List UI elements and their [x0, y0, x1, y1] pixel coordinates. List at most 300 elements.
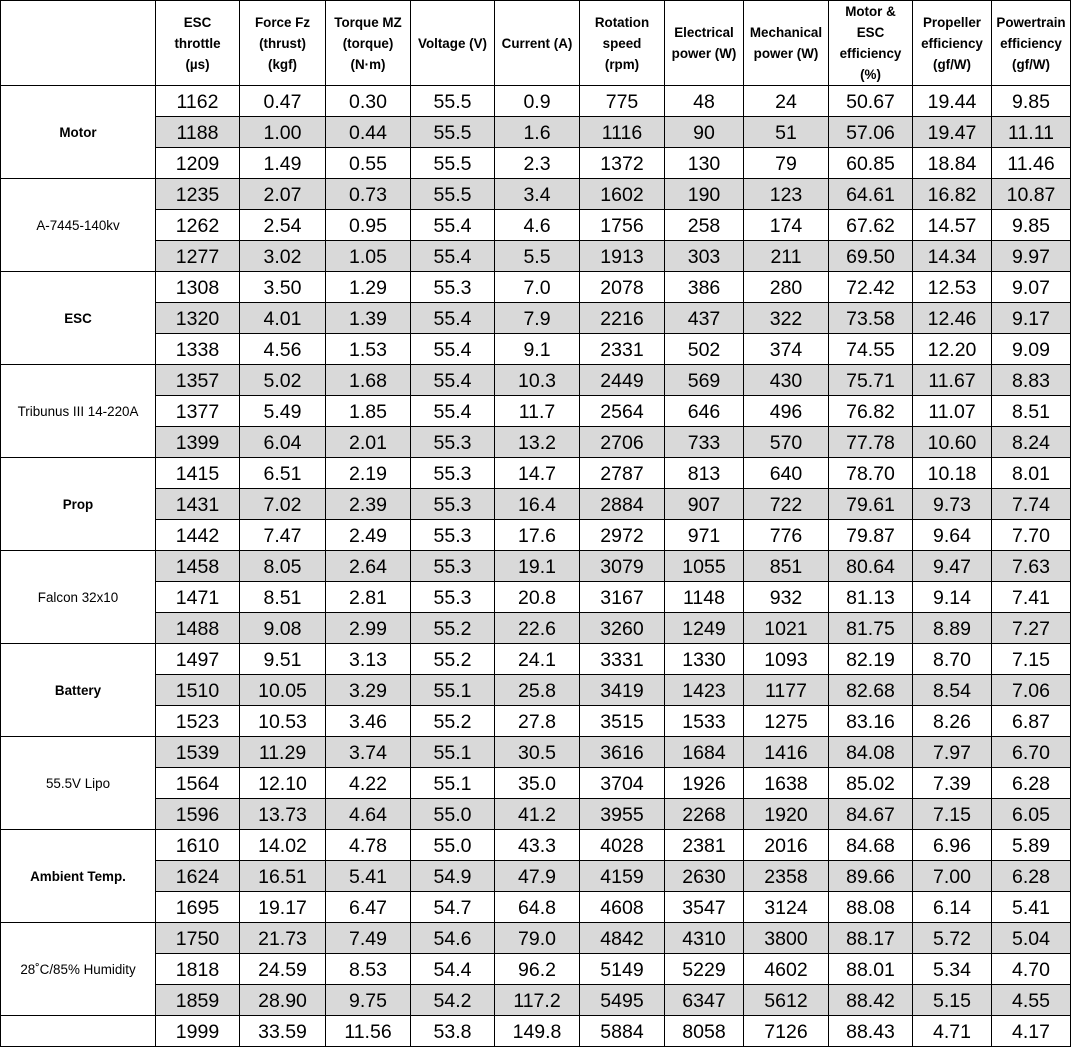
data-cell: 79 — [744, 148, 829, 179]
column-header — [913, 1, 992, 86]
data-cell: 4.55 — [992, 985, 1071, 1016]
data-cell: 2.01 — [326, 427, 411, 458]
data-cell: 3079 — [580, 551, 665, 582]
data-cell: 1431 — [156, 489, 240, 520]
column-header-line: power (W) — [753, 46, 819, 61]
data-cell: 9.85 — [992, 86, 1071, 117]
data-cell: 9.97 — [992, 241, 1071, 272]
data-cell: 2787 — [580, 458, 665, 489]
data-cell: 1458 — [156, 551, 240, 582]
data-cell: 5.15 — [913, 985, 992, 1016]
data-cell: 190 — [665, 179, 744, 210]
data-cell: 7126 — [744, 1016, 829, 1047]
data-cell: 3.02 — [240, 241, 326, 272]
data-cell: 7.15 — [992, 644, 1071, 675]
table-row — [1, 334, 1071, 365]
data-cell: 55.3 — [411, 458, 495, 489]
data-cell: 4.56 — [240, 334, 326, 365]
data-cell: 64.61 — [829, 179, 913, 210]
data-cell: 1756 — [580, 210, 665, 241]
data-cell: 33.59 — [240, 1016, 326, 1047]
data-cell: 733 — [665, 427, 744, 458]
data-cell: 0.9 — [495, 86, 580, 117]
data-cell: 11.29 — [240, 737, 326, 768]
data-cell: 3547 — [665, 892, 744, 923]
data-cell: 82.68 — [829, 675, 913, 706]
data-cell: 83.16 — [829, 706, 913, 737]
data-cell: 6.05 — [992, 799, 1071, 830]
column-header — [326, 1, 411, 86]
data-cell: 3955 — [580, 799, 665, 830]
data-cell: 79.61 — [829, 489, 913, 520]
data-cell: 11.46 — [992, 148, 1071, 179]
data-cell: 28.90 — [240, 985, 326, 1016]
data-cell: 1684 — [665, 737, 744, 768]
table-row — [1, 303, 1071, 334]
column-header-line: Torque MZ — [334, 14, 402, 30]
data-cell: 55.2 — [411, 644, 495, 675]
data-cell: 0.95 — [326, 210, 411, 241]
data-cell: 88.17 — [829, 923, 913, 954]
data-cell: 8.53 — [326, 954, 411, 985]
data-cell: 1818 — [156, 954, 240, 985]
column-header-line: (kgf) — [267, 56, 297, 72]
data-cell: 76.82 — [829, 396, 913, 427]
data-cell: 24.59 — [240, 954, 326, 985]
data-cell: 7.9 — [495, 303, 580, 334]
data-cell: 5884 — [580, 1016, 665, 1047]
data-cell: 2.64 — [326, 551, 411, 582]
data-cell: 4.6 — [495, 210, 580, 241]
data-cell: 174 — [744, 210, 829, 241]
data-cell: 2.99 — [326, 613, 411, 644]
data-cell: 9.73 — [913, 489, 992, 520]
data-cell: 640 — [744, 458, 829, 489]
data-cell: 2078 — [580, 272, 665, 303]
data-cell: 3331 — [580, 644, 665, 675]
data-cell: 502 — [665, 334, 744, 365]
column-header-line: Voltage (V) — [418, 35, 487, 51]
data-cell: 5.5 — [495, 241, 580, 272]
data-cell: 1596 — [156, 799, 240, 830]
data-cell: 4159 — [580, 861, 665, 892]
data-cell: 9.47 — [913, 551, 992, 582]
data-cell: 55.5 — [411, 148, 495, 179]
data-cell: 8.51 — [240, 582, 326, 613]
table-row — [1, 954, 1071, 985]
data-cell: 9.51 — [240, 644, 326, 675]
data-cell: 53.8 — [411, 1016, 495, 1047]
data-cell: 16.82 — [913, 179, 992, 210]
data-cell: 1564 — [156, 768, 240, 799]
data-cell: 0.30 — [326, 86, 411, 117]
data-cell: 54.9 — [411, 861, 495, 892]
data-cell: 1750 — [156, 923, 240, 954]
data-cell: 7.02 — [240, 489, 326, 520]
data-cell: 9.1 — [495, 334, 580, 365]
data-cell: 8058 — [665, 1016, 744, 1047]
data-cell: 1.53 — [326, 334, 411, 365]
data-cell: 73.58 — [829, 303, 913, 334]
data-cell: 55.5 — [411, 86, 495, 117]
data-cell: 8.54 — [913, 675, 992, 706]
data-cell: 11.07 — [913, 396, 992, 427]
data-cell: 1423 — [665, 675, 744, 706]
data-cell: 10.3 — [495, 365, 580, 396]
data-cell: 19.47 — [913, 117, 992, 148]
header-row — [1, 1, 1071, 86]
data-cell: 12.20 — [913, 334, 992, 365]
data-cell: 1308 — [156, 272, 240, 303]
data-cell: 1116 — [580, 117, 665, 148]
data-cell: 4.22 — [326, 768, 411, 799]
data-cell: 11.67 — [913, 365, 992, 396]
data-cell: 1399 — [156, 427, 240, 458]
data-cell: 6.28 — [992, 861, 1071, 892]
data-cell: 907 — [665, 489, 744, 520]
data-cell: 1377 — [156, 396, 240, 427]
header-corner — [1, 1, 156, 86]
table-row — [1, 613, 1071, 644]
data-cell: 6.28 — [992, 768, 1071, 799]
data-cell: 6.51 — [240, 458, 326, 489]
data-cell: 43.3 — [495, 830, 580, 861]
column-header-line: Electrical — [674, 25, 734, 40]
table-row — [1, 427, 1071, 458]
column-header-line: (thrust) — [259, 35, 306, 51]
data-cell: 74.55 — [829, 334, 913, 365]
data-cell: 0.47 — [240, 86, 326, 117]
table-row — [1, 210, 1071, 241]
data-cell: 14.7 — [495, 458, 580, 489]
data-cell: 1416 — [744, 737, 829, 768]
data-cell: 55.0 — [411, 830, 495, 861]
data-cell: 6.96 — [913, 830, 992, 861]
group-label: Falcon 32x10 — [1, 551, 156, 644]
data-cell: 5.34 — [913, 954, 992, 985]
table-row — [1, 179, 1071, 210]
data-cell: 96.2 — [495, 954, 580, 985]
data-cell: 2.19 — [326, 458, 411, 489]
data-cell: 12.10 — [240, 768, 326, 799]
data-cell: 17.6 — [495, 520, 580, 551]
data-cell: 2706 — [580, 427, 665, 458]
data-cell: 54.6 — [411, 923, 495, 954]
data-cell: 2016 — [744, 830, 829, 861]
data-cell: 41.2 — [495, 799, 580, 830]
data-cell: 3704 — [580, 768, 665, 799]
table-row — [1, 861, 1071, 892]
data-cell: 3616 — [580, 737, 665, 768]
data-cell: 6.70 — [992, 737, 1071, 768]
table-row — [1, 582, 1071, 613]
data-cell: 1488 — [156, 613, 240, 644]
data-cell: 1999 — [156, 1016, 240, 1047]
data-cell: 1162 — [156, 86, 240, 117]
table-row — [1, 148, 1071, 179]
data-cell: 10.60 — [913, 427, 992, 458]
table-row — [1, 117, 1071, 148]
data-cell: 67.62 — [829, 210, 913, 241]
data-cell: 2.3 — [495, 148, 580, 179]
data-cell: 303 — [665, 241, 744, 272]
data-cell: 1.05 — [326, 241, 411, 272]
data-cell: 4.71 — [913, 1016, 992, 1047]
data-cell: 437 — [665, 303, 744, 334]
data-cell: 1610 — [156, 830, 240, 861]
data-cell: 54.2 — [411, 985, 495, 1016]
data-cell: 2.07 — [240, 179, 326, 210]
data-cell: 1.6 — [495, 117, 580, 148]
table-row — [1, 520, 1071, 551]
data-cell: 55.3 — [411, 272, 495, 303]
data-cell: 430 — [744, 365, 829, 396]
data-cell: 1442 — [156, 520, 240, 551]
column-header — [156, 1, 240, 86]
data-cell: 2381 — [665, 830, 744, 861]
data-cell: 1338 — [156, 334, 240, 365]
data-cell: 722 — [744, 489, 829, 520]
data-cell: 3260 — [580, 613, 665, 644]
column-header — [744, 1, 829, 86]
data-cell: 16.51 — [240, 861, 326, 892]
column-header — [992, 1, 1071, 86]
column-header-line: Motor & — [845, 4, 896, 19]
group-label: Prop — [1, 458, 156, 551]
data-cell: 0.44 — [326, 117, 411, 148]
column-header-line: speed — [602, 35, 642, 51]
data-cell: 1913 — [580, 241, 665, 272]
data-cell: 78.70 — [829, 458, 913, 489]
data-cell: 14.57 — [913, 210, 992, 241]
data-cell: 55.3 — [411, 520, 495, 551]
data-cell: 971 — [665, 520, 744, 551]
data-cell: 25.8 — [495, 675, 580, 706]
data-cell: 1.39 — [326, 303, 411, 334]
data-cell: 3124 — [744, 892, 829, 923]
data-cell: 1330 — [665, 644, 744, 675]
data-cell: 7.06 — [992, 675, 1071, 706]
data-cell: 54.7 — [411, 892, 495, 923]
data-cell: 8.26 — [913, 706, 992, 737]
group-label: A-7445-140kv — [1, 179, 156, 272]
data-cell: 2331 — [580, 334, 665, 365]
column-header-line: (rpm) — [604, 56, 640, 72]
data-cell: 3419 — [580, 675, 665, 706]
data-cell: 79.87 — [829, 520, 913, 551]
column-header-line: throttle — [174, 35, 221, 51]
data-cell: 19.1 — [495, 551, 580, 582]
data-cell: 3.4 — [495, 179, 580, 210]
data-cell: 81.13 — [829, 582, 913, 613]
table-row — [1, 272, 1071, 303]
column-header — [495, 1, 580, 86]
data-cell: 11.11 — [992, 117, 1071, 148]
data-cell: 55.2 — [411, 613, 495, 644]
data-cell: 80.64 — [829, 551, 913, 582]
data-cell: 1.00 — [240, 117, 326, 148]
data-cell: 1920 — [744, 799, 829, 830]
data-cell: 55.3 — [411, 427, 495, 458]
data-cell: 7.41 — [992, 582, 1071, 613]
data-cell: 79.0 — [495, 923, 580, 954]
data-cell: 1.29 — [326, 272, 411, 303]
data-cell: 1533 — [665, 706, 744, 737]
data-cell: 3.29 — [326, 675, 411, 706]
column-header-line: efficiency — [839, 46, 902, 61]
data-cell: 5149 — [580, 954, 665, 985]
data-cell: 88.42 — [829, 985, 913, 1016]
data-cell: 55.4 — [411, 365, 495, 396]
data-cell: 10.18 — [913, 458, 992, 489]
table-row — [1, 675, 1071, 706]
column-header-line: Mechanical — [749, 25, 823, 40]
data-cell: 77.78 — [829, 427, 913, 458]
data-cell: 1624 — [156, 861, 240, 892]
data-cell: 51 — [744, 117, 829, 148]
data-cell: 7.00 — [913, 861, 992, 892]
data-cell: 55.1 — [411, 737, 495, 768]
data-cell: 55.4 — [411, 210, 495, 241]
column-header-line: (gf/W) — [1012, 56, 1050, 72]
data-cell: 88.08 — [829, 892, 913, 923]
column-header-line: efficiency — [921, 35, 983, 51]
data-cell: 258 — [665, 210, 744, 241]
column-header-line: Powertrain — [996, 14, 1066, 30]
data-cell: 2972 — [580, 520, 665, 551]
data-cell: 35.0 — [495, 768, 580, 799]
data-cell: 82.19 — [829, 644, 913, 675]
column-header-line: (%) — [860, 67, 881, 82]
group-label: Tribunus III 14-220A — [1, 365, 156, 458]
data-cell: 8.89 — [913, 613, 992, 644]
data-cell: 5229 — [665, 954, 744, 985]
data-cell: 2449 — [580, 365, 665, 396]
data-cell: 9.17 — [992, 303, 1071, 334]
data-cell: 1177 — [744, 675, 829, 706]
data-cell: 47.9 — [495, 861, 580, 892]
data-cell: 8.70 — [913, 644, 992, 675]
table-row — [1, 86, 1071, 117]
column-header — [240, 1, 326, 86]
data-cell: 2630 — [665, 861, 744, 892]
table-row — [1, 830, 1071, 861]
data-cell: 84.68 — [829, 830, 913, 861]
column-header-line: ESC — [856, 25, 885, 40]
data-cell: 7.97 — [913, 737, 992, 768]
data-cell: 88.01 — [829, 954, 913, 985]
data-cell: 569 — [665, 365, 744, 396]
data-cell: 4028 — [580, 830, 665, 861]
data-cell: 5495 — [580, 985, 665, 1016]
data-cell: 30.5 — [495, 737, 580, 768]
data-cell: 11.7 — [495, 396, 580, 427]
table-row — [1, 489, 1071, 520]
data-cell: 19.44 — [913, 86, 992, 117]
data-cell: 2268 — [665, 799, 744, 830]
column-header-line: Rotation — [594, 14, 650, 30]
data-cell: 72.42 — [829, 272, 913, 303]
data-cell: 1523 — [156, 706, 240, 737]
data-cell: 90 — [665, 117, 744, 148]
data-cell: 6.14 — [913, 892, 992, 923]
data-cell: 55.2 — [411, 706, 495, 737]
data-cell: 4.70 — [992, 954, 1071, 985]
data-cell: 81.75 — [829, 613, 913, 644]
data-cell: 9.14 — [913, 582, 992, 613]
column-header-line: Current (A) — [501, 35, 573, 51]
data-cell: 1859 — [156, 985, 240, 1016]
data-cell: 7.0 — [495, 272, 580, 303]
table-row — [1, 644, 1071, 675]
data-cell: 55.1 — [411, 768, 495, 799]
data-cell: 88.43 — [829, 1016, 913, 1047]
data-cell: 1372 — [580, 148, 665, 179]
data-cell: 55.4 — [411, 334, 495, 365]
data-cell: 7.27 — [992, 613, 1071, 644]
data-cell: 55.3 — [411, 582, 495, 613]
data-cell: 6.04 — [240, 427, 326, 458]
data-cell: 9.85 — [992, 210, 1071, 241]
column-header-line: (torque) — [342, 35, 394, 51]
data-cell: 6.87 — [992, 706, 1071, 737]
table-row — [1, 1016, 1071, 1047]
column-header-line: (gf/W) — [933, 56, 971, 72]
data-cell: 1320 — [156, 303, 240, 334]
column-header-line: efficiency — [1000, 35, 1062, 51]
data-cell: 374 — [744, 334, 829, 365]
data-cell: 1235 — [156, 179, 240, 210]
data-cell: 4842 — [580, 923, 665, 954]
data-cell: 4.64 — [326, 799, 411, 830]
data-cell: 7.70 — [992, 520, 1071, 551]
data-cell: 1.49 — [240, 148, 326, 179]
data-cell: 10.05 — [240, 675, 326, 706]
data-cell: 55.3 — [411, 551, 495, 582]
data-cell: 6.47 — [326, 892, 411, 923]
data-cell: 9.07 — [992, 272, 1071, 303]
data-cell: 18.84 — [913, 148, 992, 179]
table-row — [1, 799, 1071, 830]
data-cell: 7.39 — [913, 768, 992, 799]
data-cell: 55.3 — [411, 489, 495, 520]
data-cell: 5.04 — [992, 923, 1071, 954]
data-cell: 9.09 — [992, 334, 1071, 365]
column-header — [580, 1, 665, 86]
data-cell: 3.46 — [326, 706, 411, 737]
data-cell: 6347 — [665, 985, 744, 1016]
data-cell: 1093 — [744, 644, 829, 675]
data-cell: 2358 — [744, 861, 829, 892]
data-cell: 5.49 — [240, 396, 326, 427]
data-cell: 8.83 — [992, 365, 1071, 396]
column-header — [665, 1, 744, 86]
column-header-line: power (W) — [671, 46, 737, 61]
data-cell: 932 — [744, 582, 829, 613]
data-cell: 1602 — [580, 179, 665, 210]
data-cell: 1510 — [156, 675, 240, 706]
data-cell: 85.02 — [829, 768, 913, 799]
data-cell: 75.71 — [829, 365, 913, 396]
data-cell: 5612 — [744, 985, 829, 1016]
data-cell: 3.50 — [240, 272, 326, 303]
data-cell: 2884 — [580, 489, 665, 520]
data-cell: 10.87 — [992, 179, 1071, 210]
table-row — [1, 241, 1071, 272]
data-cell: 12.46 — [913, 303, 992, 334]
data-cell: 14.34 — [913, 241, 992, 272]
column-header-line: Force Fz — [254, 14, 311, 30]
